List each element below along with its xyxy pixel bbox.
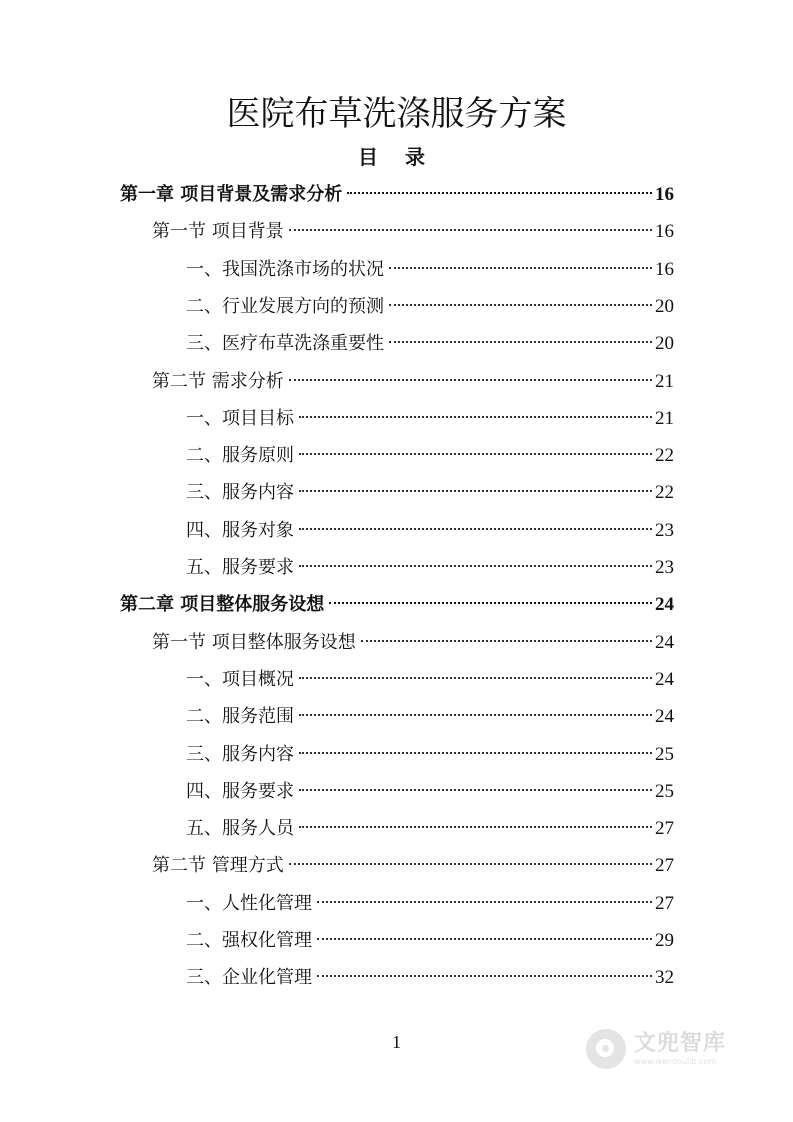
toc-entry-page: 22 (655, 445, 674, 467)
toc-item-row[interactable] (186, 553, 674, 583)
toc-item-row[interactable] (186, 404, 674, 434)
document-title: 医院布草洗涤服务方案 (226, 94, 567, 134)
toc-entry-label: 二、行业发展方向的预测 (186, 295, 384, 317)
toc-entry-page: 16 (655, 221, 674, 243)
toc-entry-label: 四、服务要求 (186, 780, 294, 802)
toc-entry-label: 三、企业化管理 (186, 967, 312, 989)
toc-section-row[interactable] (152, 851, 674, 881)
toc-chapter-row[interactable] (120, 180, 674, 210)
toc-dot-leader (299, 789, 652, 791)
toc-entry-label: 第二章 项目整体服务设想 (120, 594, 325, 616)
toc-entry-label: 五、服务人员 (186, 818, 294, 840)
toc-item-row[interactable] (186, 329, 674, 359)
toc-dot-leader (389, 341, 652, 343)
toc-entry-page: 27 (655, 818, 674, 840)
wendou-logo-icon (586, 1029, 626, 1069)
toc-item-row[interactable] (186, 441, 674, 471)
toc-item-row[interactable] (186, 814, 674, 844)
toc-chapter-row[interactable] (120, 590, 674, 620)
toc-item-row[interactable] (186, 889, 674, 919)
toc-dot-leader (329, 602, 652, 604)
toc-entry-page: 22 (655, 482, 674, 504)
toc-entry-page: 25 (655, 743, 674, 765)
toc-entry-page: 24 (655, 706, 674, 728)
toc-entry-label: 第二节 需求分析 (152, 370, 284, 392)
toc-dot-leader (317, 938, 652, 940)
toc-entry-label: 一、项目目标 (186, 407, 294, 429)
toc-entry-label: 三、服务内容 (186, 482, 294, 504)
toc-entry-label: 第一节 项目整体服务设想 (152, 631, 356, 653)
toc-item-row[interactable] (186, 516, 674, 546)
toc-dot-leader (347, 192, 652, 194)
toc-section-row[interactable] (152, 628, 674, 658)
toc-entry-label: 五、服务要求 (186, 557, 294, 578)
toc-entry-label: 二、服务范围 (186, 706, 294, 728)
toc-entry-label: 二、服务原则 (186, 445, 294, 467)
toc-entry-label: 四、服务对象 (186, 519, 294, 541)
toc-dot-leader (299, 490, 652, 492)
toc-item-row[interactable] (186, 740, 674, 770)
toc-dot-leader (299, 677, 652, 679)
toc-section-row[interactable] (152, 367, 674, 397)
toc-item-row[interactable] (186, 665, 674, 695)
toc-item-row[interactable] (186, 702, 674, 732)
toc-dot-leader (299, 826, 652, 828)
toc-dot-leader (317, 975, 652, 977)
toc-entry-label: 一、项目概况 (186, 668, 294, 690)
toc-item-row[interactable] (186, 777, 674, 807)
toc-dot-leader (289, 229, 652, 231)
toc-dot-leader (299, 528, 652, 530)
toc-entry-label: 二、强权化管理 (186, 930, 312, 951)
toc-entry-page: 23 (655, 557, 674, 578)
toc-entry-page: 32 (655, 967, 674, 989)
toc-dot-leader (299, 565, 652, 567)
toc-entry-page: 20 (655, 333, 674, 355)
toc-entry-page: 16 (655, 184, 674, 205)
toc-entry-page: 24 (655, 668, 674, 690)
toc-dot-leader (289, 379, 652, 381)
toc-dot-leader (299, 453, 652, 455)
toc-entry-label: 一、我国洗涤市场的状况 (186, 258, 384, 280)
toc-item-row[interactable] (186, 292, 674, 322)
toc-entry-page: 20 (655, 295, 674, 317)
toc-entry-page: 27 (655, 892, 674, 914)
toc-dot-leader (299, 416, 652, 418)
toc-item-row[interactable] (186, 478, 674, 508)
toc-dot-leader (299, 714, 652, 716)
watermark-name: 文兜智库 (634, 1031, 727, 1056)
toc-item-row[interactable] (186, 926, 674, 956)
toc-heading: 目 录 (358, 145, 435, 169)
toc-entry-page: 16 (655, 258, 674, 280)
toc-entry-page: 27 (655, 855, 674, 877)
toc-entry-page: 25 (655, 780, 674, 802)
toc-item-row[interactable] (186, 963, 674, 993)
toc-dot-leader (317, 901, 652, 903)
toc-dot-leader (389, 267, 652, 269)
toc-dot-leader (389, 304, 652, 306)
toc-dot-leader (299, 752, 652, 754)
toc-section-row[interactable] (152, 217, 674, 247)
watermark-url: www.wendoulib.com (634, 1057, 717, 1066)
toc-item-row[interactable] (186, 255, 674, 285)
toc-entry-page: 24 (655, 594, 674, 616)
toc-entry-label: 一、人性化管理 (186, 892, 312, 914)
toc-entry-label: 三、医疗布草洗涤重要性 (186, 333, 384, 355)
toc-entry-page: 29 (655, 930, 674, 951)
toc-entry-page: 21 (655, 407, 674, 429)
toc-entry-page: 23 (655, 519, 674, 541)
toc-entry-label: 第一节 项目背景 (152, 221, 284, 243)
toc-entry-page: 21 (655, 370, 674, 392)
toc-entry-label: 第二节 管理方式 (152, 855, 284, 877)
toc-dot-leader (289, 863, 652, 865)
toc-dot-leader (361, 640, 652, 642)
page-number: 1 (392, 1032, 401, 1052)
watermark (586, 1024, 776, 1074)
toc-entry-label: 第一章 项目背景及需求分析 (120, 184, 343, 205)
toc-entry-label: 三、服务内容 (186, 743, 294, 765)
toc-entry-page: 24 (655, 631, 674, 653)
